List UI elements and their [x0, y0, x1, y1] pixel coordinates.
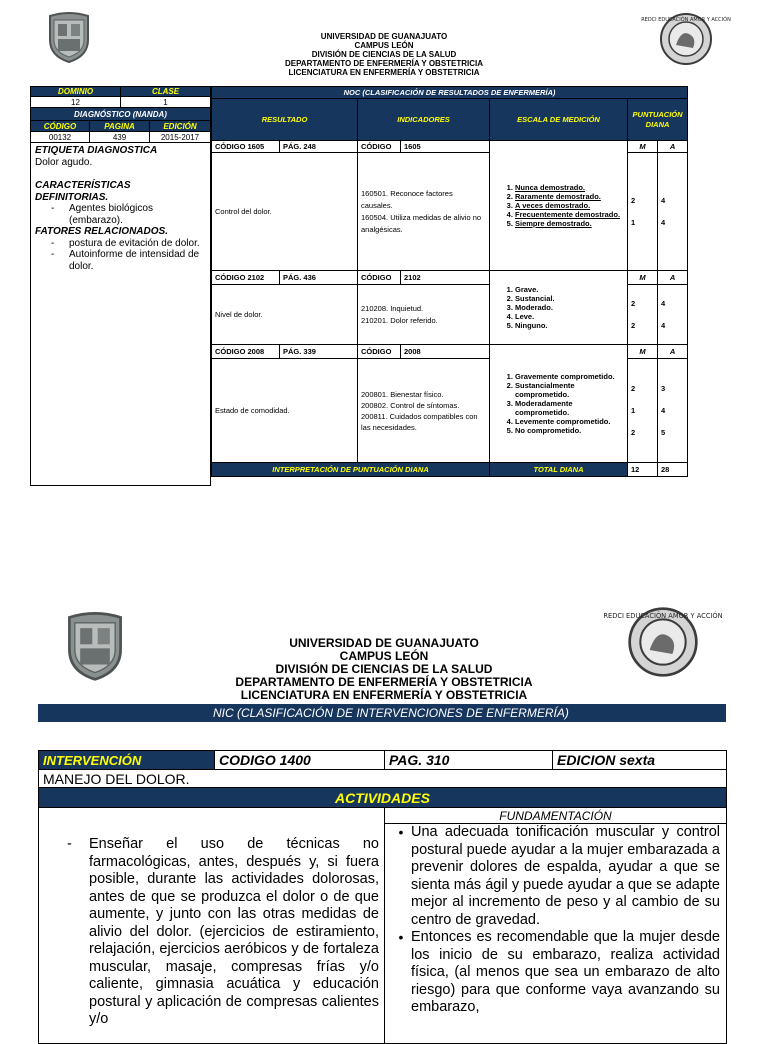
fundamentacion-item: Entonces es recomendable que la mujer desde los inicio de su embarazo, realiza actividad física, (al menos que sea un embarazo de alto riesgo) para que conforme vaya avanzando su embarazo, — [411, 929, 720, 1015]
col-escala: ESCALA DE MEDICIÓN — [490, 99, 628, 141]
etiqueta-value: Dolor agudo. — [35, 156, 93, 168]
noc-codigo2-label: CÓDIGO — [358, 141, 401, 153]
col-m: M — [628, 141, 658, 153]
noc-m-values: 2 1 2 — [628, 359, 658, 463]
noc-m-values: 2 2 — [628, 285, 658, 345]
nic-nombre: MANEJO DEL DOLOR. — [39, 770, 727, 788]
escala-item: 5. Ninguno. — [515, 321, 624, 330]
redci-seal-logo — [641, 12, 731, 66]
nic-pag: PAG. 310 — [385, 751, 553, 770]
total-label: TOTAL DIANA — [490, 463, 628, 477]
indicador: 210201. Dolor referido. — [361, 315, 438, 325]
col-a: A — [658, 141, 688, 153]
diagnosis-block — [30, 86, 211, 486]
department-name: DEPARTAMENTO DE ENFERMERÍA Y OBSTETRICIA — [235, 675, 533, 689]
noc-pag-label: PÁG. 436 — [280, 271, 358, 285]
noc-indicadores — [358, 359, 490, 463]
degree-name: LICENCIATURA EN ENFERMERÍA Y OBSTETRICIA — [288, 68, 480, 77]
etiqueta-label: ETIQUETA DIAGNOSTICA — [35, 145, 158, 156]
indicador: 200801. Bienestar físico. — [361, 389, 444, 399]
pagina-label: PAGINA — [90, 121, 150, 132]
noc-a-values: 4 4 — [658, 285, 688, 345]
escala-item: 1. Grave. — [515, 285, 624, 294]
indicador: 200811. Cuidados compatibles con las necesidades. — [361, 411, 478, 432]
escala-item: 2. Raramente demostrado. — [515, 192, 624, 201]
noc-codigo2: 2008 — [401, 345, 490, 359]
noc-resultado: Estado de comodidad. — [212, 359, 358, 463]
division-name: DIVISIÓN DE CIENCIAS DE LA SALUD — [311, 50, 457, 59]
escala-item: 2. Sustancial. — [515, 294, 624, 303]
noc-m-values: 2 1 — [628, 153, 658, 271]
university-name: UNIVERSIDAD DE GUANAJUATO — [289, 636, 479, 650]
caracteristica-item: - Agentes biológicos (embarazo). — [51, 203, 153, 226]
nic-title: NIC (CLASIFICACIÓN DE INTERVENCIONES DE ENFERMERÍA) — [38, 704, 726, 722]
escala-item: 3. Moderado. — [515, 303, 624, 312]
codigo-label: CÓDIGO — [30, 121, 90, 132]
dominio-value: 12 — [30, 97, 121, 108]
noc-codigo-label: CÓDIGO 2102 — [212, 271, 280, 285]
nanda-label: DIAGNÓSTICO (NANDA) — [30, 108, 211, 121]
nic-edicion: EDICION sexta — [553, 751, 727, 770]
noc-table — [211, 86, 688, 477]
codigo-value: 00132 — [30, 132, 90, 143]
total-a: 28 — [658, 463, 688, 477]
col-puntuacion: PUNTUACIÓN DIANA — [628, 99, 688, 141]
edicion-label: EDICIÓN — [150, 121, 211, 132]
diagnosis-body — [30, 143, 211, 486]
edicion-value: 2015-2017 — [150, 132, 211, 143]
noc-codigo2-label: CÓDIGO — [358, 345, 401, 359]
department-name: DEPARTAMENTO DE ENFERMERÍA Y OBSTETRICIA — [284, 59, 484, 68]
clase-value: 1 — [121, 97, 211, 108]
fundamentacion-cell: • Una adecuada tonificación muscular y control postural puede ayudar a la mujer embarazada a prevenir dolores de espalda, ayudar a que se sienta más ágil y puede ayudar a que se adapte mejor al incremento de peso y al cambio de su centro de gravedad. • Entonces es recomendable que la mujer desde los inicio de su embarazo, realiza actividad física, (al menos que sea un embarazo de alto riesgo) para que conforme vaya avanzando su embarazo, — [385, 824, 727, 1044]
indicador: 210208. Inquietud. — [361, 303, 424, 313]
total-m: 12 — [628, 463, 658, 477]
noc-a-values: 3 4 5 — [658, 359, 688, 463]
escala-item: 3. A veces demostrado. — [515, 201, 624, 210]
factor-item: - Autoinforme de intensidad de dolor. — [51, 249, 200, 272]
col-indicadores: INDICADORES — [358, 99, 490, 141]
noc-escala-cell — [490, 141, 628, 271]
seal-text: REDCI EDUCACIÓN AMOR Y ACCIÓN — [641, 17, 731, 23]
actividad-text: Enseñar el uso de técnicas no farmacológicas, antes, después y, si fuera posible, durante las actividades dolorosas, antes de que se produzca el dolor o de que aumente, y junto con las otras medidas de alivio del dolor. (ejercicios de estiramiento, relajación, ejercicios aeróbicos y de fortaleza muscular, masaje, compresas frías y/o caliente, gimnasia acuática y educación postural y aplicación de compresas calientes y/o — [89, 836, 379, 1027]
noc-codigo-label: CÓDIGO 1605 — [212, 141, 280, 153]
fundamentacion-item: Una adecuada tonificación muscular y control postural puede ayudar a la mujer embarazada a prevenir dolores de espalda, ayudar a que se sienta más ágil y puede ayudar a que se adapte mejor al incremento de peso y al cambio de su centro de gravedad. — [411, 824, 720, 928]
escala-item: 3. Moderadamente comprometido. — [515, 399, 624, 417]
university-shield-logo — [46, 12, 92, 64]
escala-item: 1. Gravemente comprometido. — [515, 372, 624, 381]
clase-label: CLASE — [121, 86, 211, 97]
seal-text: REDCI EDUCACIÓN AMOR Y ACCIÓN — [603, 612, 723, 620]
escala-item: 4. Leve. — [515, 312, 624, 321]
factores-label: FATORES RELACIONADOS. — [35, 226, 168, 237]
actividades-label: ACTIVIDADES — [39, 788, 727, 808]
caracteristicas-label: CARACTERÍSTICAS DEFINITORIAS. — [35, 180, 131, 203]
intervencion-label: INTERVENCIÓN — [39, 751, 215, 770]
noc-a-values: 4 4 — [658, 153, 688, 271]
indicador: 160504. Utiliza medidas de alivio no analgésicas. — [361, 212, 482, 234]
fundamentacion-label: FUNDAMENTACIÓN — [385, 808, 727, 824]
noc-pag-label: PÁG. 339 — [280, 345, 358, 359]
dominio-label: DOMINIO — [30, 86, 121, 97]
col-resultado: RESULTADO — [212, 99, 358, 141]
indicador: 200802. Control de síntomas. — [361, 400, 460, 410]
nic-table — [38, 750, 727, 1044]
noc-escala-cell — [490, 345, 628, 463]
noc-escala-cell — [490, 271, 628, 345]
degree-name: LICENCIATURA EN ENFERMERÍA Y OBSTETRICIA — [240, 688, 528, 702]
university-name: UNIVERSIDAD DE GUANAJUATO — [320, 32, 448, 41]
col-a: A — [658, 345, 688, 359]
noc-indicadores — [358, 285, 490, 345]
escala-item: 4. Frecuentemente demostrado. — [515, 210, 624, 219]
indicador: 160501. Reconoce factores causales. — [361, 188, 453, 210]
actividad-cell: - Enseñar el uso de técnicas no farmacológicas, antes, después y, si fuera posible, durante las actividades dolorosas, antes de que se produzca el dolor o de que aumente, y junto con las otras medidas de alivio del dolor. (ejercicios de estiramiento, relajación, ejercicios aeróbicos y de fortaleza muscular, masaje, compresas frías y/o caliente, gimnasia acuática y educación postural y aplicación de compresas calientes y/o — [39, 808, 385, 1044]
escala-item: 2. Sustancialmente comprometido. — [515, 381, 624, 399]
escala-item: 5. No comprometido. — [515, 426, 624, 435]
division-name: DIVISIÓN DE CIENCIAS DE LA SALUD — [275, 662, 493, 676]
factor-item: - postura de evitación de dolor. — [51, 237, 200, 249]
col-a: A — [658, 271, 688, 285]
noc-resultado: Control del dolor. — [212, 153, 358, 271]
nic-codigo: CODIGO 1400 — [215, 751, 385, 770]
institution-header-bottom — [200, 637, 568, 702]
interpretacion-label: INTERPRETACIÓN DE PUNTUACIÓN DIANA — [212, 463, 490, 477]
noc-codigo2: 1605 — [401, 141, 490, 153]
university-shield-logo — [64, 612, 126, 682]
noc-title: NOC (CLASIFICACIÓN DE RESULTADOS DE ENFERMERÍA) — [212, 87, 688, 99]
col-m: M — [628, 345, 658, 359]
noc-codigo-label: CÓDIGO 2008 — [212, 345, 280, 359]
pagina-value: 439 — [90, 132, 150, 143]
col-m: M — [628, 271, 658, 285]
escala-item: 5. Siempre demostrado. — [515, 219, 624, 228]
campus-name: CAMPUS LEÓN — [354, 41, 414, 50]
campus-name: CAMPUS LEÓN — [339, 649, 429, 663]
institution-header-top — [200, 32, 568, 77]
redci-seal-logo — [603, 606, 723, 678]
noc-pag-label: PÁG. 248 — [280, 141, 358, 153]
escala-item: 4. Levemente comprometido. — [515, 417, 624, 426]
noc-codigo2: 2102 — [401, 271, 490, 285]
escala-item: 1. Nunca demostrado. — [515, 183, 624, 192]
noc-indicadores — [358, 153, 490, 271]
noc-codigo2-label: CÓDIGO — [358, 271, 401, 285]
noc-resultado: Nivel de dolor. — [212, 285, 358, 345]
